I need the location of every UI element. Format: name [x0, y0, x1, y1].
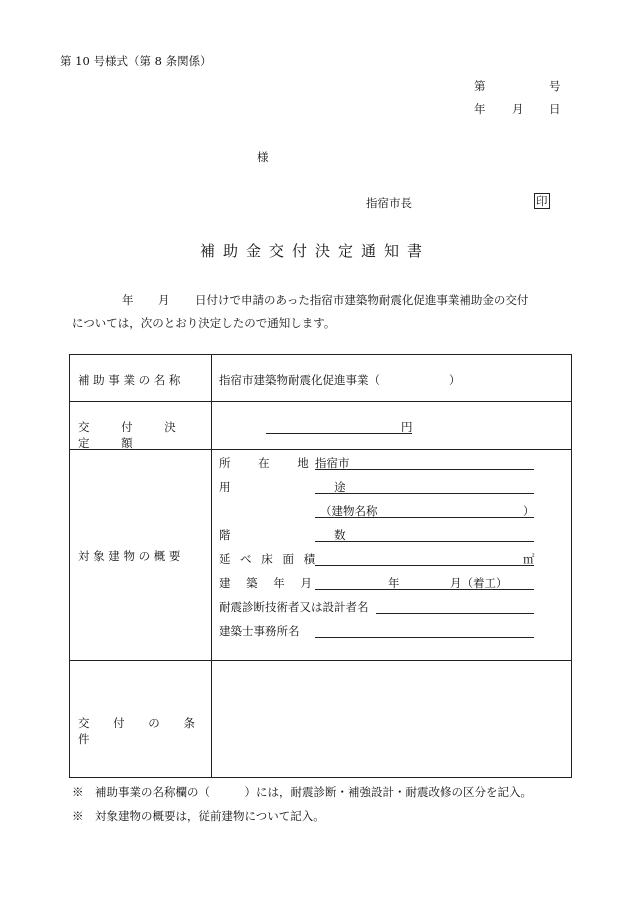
building-name-close: ）	[523, 504, 535, 518]
construction-year: 年	[388, 576, 400, 590]
body-year: 年	[122, 293, 134, 307]
inspector-field	[376, 613, 534, 614]
use-field	[315, 493, 534, 494]
label-location: 所 在 地	[219, 456, 321, 470]
body-month: 月	[158, 293, 170, 307]
note-2: ※ 対象建物の概要は，従前建物について記入。	[72, 809, 325, 823]
date-month: 月	[512, 102, 524, 116]
page-title: 補助金交付決定通知書	[199, 242, 430, 260]
label-project-name: 補 助 事 業 の 名 称	[78, 373, 181, 387]
seal-mark: 印	[536, 194, 548, 208]
issuer-name: 指宿市長	[366, 196, 412, 210]
label-floor-area: 延 べ 床 面 積	[219, 552, 319, 566]
decision-table	[69, 354, 572, 778]
label-grant-conditions: 交 付 の 条 件	[78, 716, 205, 746]
location-field	[315, 469, 534, 470]
document-number-prefix: 第	[474, 79, 486, 93]
label-inspector: 耐震診断技術者又は設計者名	[219, 600, 369, 614]
form-number: 第 10 号様式（第 8 条関係）	[60, 54, 212, 68]
table-column-divider	[211, 355, 212, 777]
note-1: ※ 補助事業の名称欄の（ ）には，耐震診断・補強設計・耐震改修の区分を記入。	[72, 785, 532, 799]
label-office: 建築士事務所名	[219, 624, 300, 638]
date-day: 日	[549, 102, 561, 116]
office-field	[315, 637, 534, 638]
construction-month: 月（着工）	[450, 576, 508, 590]
floor-area-unit: ㎡	[523, 552, 535, 566]
label-floors: 階 数	[219, 528, 396, 542]
table-row-divider	[70, 401, 571, 402]
date-year: 年	[474, 102, 486, 116]
label-construction-date: 建 築 年 月	[219, 576, 318, 590]
label-grant-amount: 交 付 決 定 額	[78, 420, 190, 450]
table-row-divider	[70, 660, 571, 661]
label-building-overview: 対 象 建 物 の 概 要	[78, 549, 181, 563]
building-name-open: （建物名称	[320, 504, 378, 518]
body-line2: については，次のとおり決定したので通知します。	[72, 316, 336, 330]
floor-area-field	[315, 565, 534, 566]
project-name-value: 指宿市建築物耐震化促進事業（	[219, 373, 380, 387]
project-name-close: ）	[449, 373, 461, 387]
grant-amount-field	[266, 433, 412, 434]
document-number-suffix: 号	[549, 79, 561, 93]
location-value: 指宿市	[315, 456, 350, 470]
grant-amount-unit: 円	[401, 420, 413, 434]
label-use: 用 途	[219, 480, 396, 494]
body-line1: 日付けで申請のあった指宿市建築物耐震化促進事業補助金の交付	[195, 293, 529, 307]
building-name-field	[315, 517, 534, 518]
floors-field	[315, 541, 534, 542]
addressee-honorific: 様	[257, 150, 269, 164]
